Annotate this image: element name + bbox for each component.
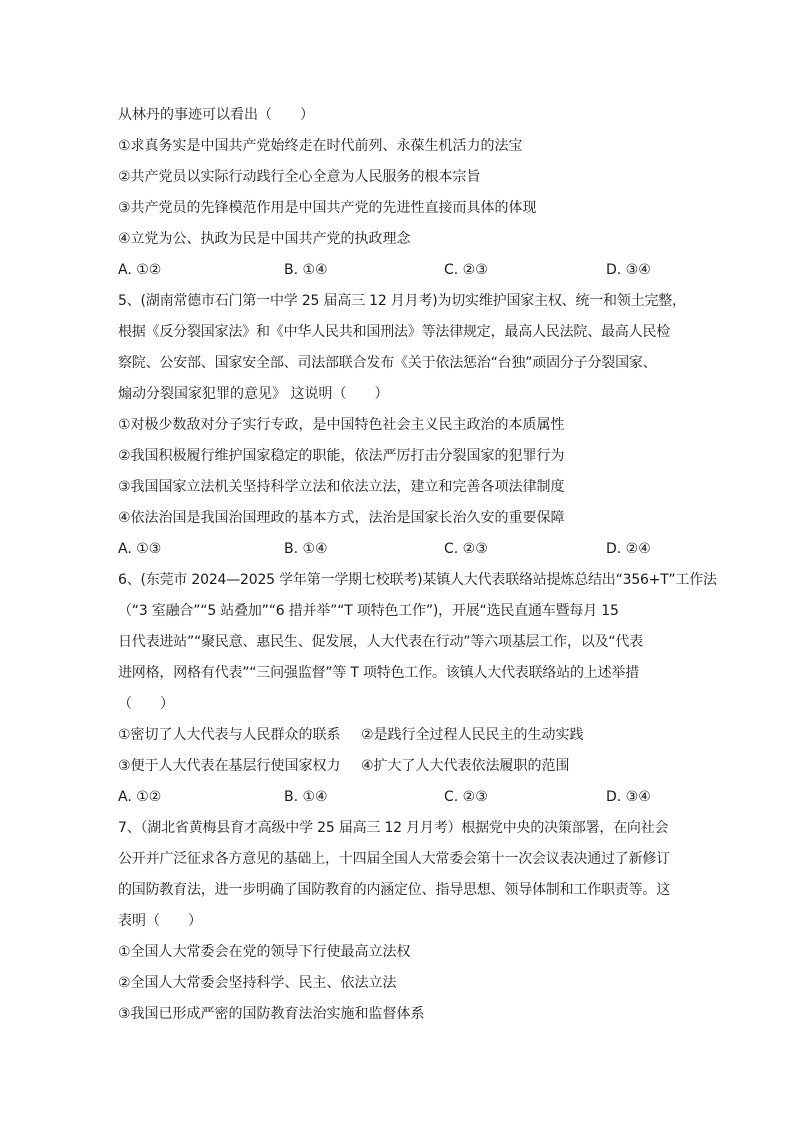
q4-option-3: ③共产党员的先锋模范作用是中国共产党的先进性直接而具体的体现 — [118, 200, 537, 216]
q4-stem: 从林丹的事迹可以看出（ ） — [118, 107, 314, 123]
q5-choice-d: D. ②④ — [606, 541, 651, 557]
q6-option-1: ①密切了人大代表与人民群众的联系 — [118, 727, 341, 743]
q7-option-2: ②全国人大常委会坚持科学、民主、依法立法 — [118, 975, 397, 991]
q5-option-2: ②我国积极履行维护国家稳定的职能，依法严厉打击分裂国家的犯罪行为 — [118, 448, 565, 464]
q4-option-2: ②共产党员以实际行动践行全心全意为人民服务的根本宗旨 — [118, 169, 481, 185]
q7-stem-line-1: 7、（湖北省黄梅县育才高级中学 25 届高三 12 月月考）根据党中央的决策部署，在向社会 — [118, 820, 669, 836]
q5-stem-line-1: 5、(湖南常德市石门第一中学 25 届高三 12 月月考)为切实维护国家主权、统一和领土完整， — [118, 293, 686, 309]
q6-option-2: ②是践行全过程人民民主的生动实践 — [361, 727, 584, 743]
q6-stem-line-3: 日代表进站”“聚民意、惠民生、促发展，人大代表在行动”等六项基层工作，以及“代表 — [118, 634, 644, 650]
q5-choice-b: B. ①④ — [284, 541, 328, 557]
q4-choices — [118, 255, 678, 286]
q4-choice-c: C. ②③ — [444, 262, 488, 278]
q7-stem-line-2: 公开并广泛征求各方意见的基础上，十四届全国人大常委会第十一次会议表决通过了新修订 — [118, 851, 670, 867]
q4-option-1: ①求真务实是中国共产党始终走在时代前列、永葆生机活力的法宝 — [118, 138, 523, 154]
q7-option-3: ③我国已形成严密的国防教育法治实施和监督体系 — [118, 1006, 425, 1022]
q6-choice-a: A. ①② — [118, 789, 162, 805]
q6-choice-c: C. ②③ — [444, 789, 488, 805]
q4-option-4: ④立党为公、执政为民是中国共产党的执政理念 — [118, 231, 411, 247]
q6-options-row-1 — [118, 720, 678, 751]
q6-stem-line-1: 6、(东莞市 2024—2025 学年第一学期七校联考)某镇人大代表联络站提炼总结出“356+T”工作法 — [118, 572, 717, 588]
q6-option-3: ③便于人大代表在基层行使国家权力 — [118, 758, 341, 774]
q5-choice-c: C. ②③ — [444, 541, 488, 557]
q5-option-1: ①对极少数敌对分子实行专政，是中国特色社会主义民主政治的本质属性 — [118, 417, 565, 433]
q7-stem-line-3: 的国防教育法，进一步明确了国防教育的内涵定位、指导思想、领导体制和工作职责等。这 — [118, 882, 670, 898]
q5-choices — [118, 534, 678, 565]
q5-option-4: ④依法治国是我国治国理政的基本方式，法治是国家长治久安的重要保障 — [118, 510, 565, 526]
q5-stem-line-3: 察院、公安部、国家安全部、司法部联合发布《关于依法惩治“台独”顽固分子分裂国家、 — [118, 355, 657, 371]
q7-option-1: ①全国人大常委会在党的领导下行使最高立法权 — [118, 944, 411, 960]
q6-stem-line-2: （“3 室融合”“5 站叠加”“6 措并举”“T 项特色工作”)，开展“选民直通车暨每月 15 — [118, 603, 619, 619]
q5-option-3: ③我国国家立法机关坚持科学立法和依法立法，建立和完善各项法律制度 — [118, 479, 565, 495]
q4-choice-a: A. ①② — [118, 262, 162, 278]
q5-stem-line-2: 根据《反分裂国家法》和《中华人民共和国刑法》等法律规定，最高人民法院、最高人民检 — [118, 324, 670, 340]
q5-stem-line-4: 煽动分裂国家犯罪的意见》 这说明（ ） — [118, 386, 389, 402]
q6-options-row-2 — [118, 751, 678, 782]
q7-stem-line-4: 表明（ ） — [118, 913, 202, 929]
q6-option-4: ④扩大了人大代表依法履职的范围 — [361, 758, 570, 774]
page-content — [118, 100, 717, 1030]
q6-choice-b: B. ①④ — [284, 789, 328, 805]
q6-choices — [118, 782, 678, 813]
q4-choice-d: D. ③④ — [606, 262, 651, 278]
q6-stem-line-4: 进网格，网格有代表”“三问强监督”等 T 项特色工作。该镇人大代表联络站的上述举措 — [118, 665, 640, 681]
q4-choice-b: B. ①④ — [284, 262, 328, 278]
q6-choice-d: D. ③④ — [606, 789, 651, 805]
q5-choice-a: A. ①③ — [118, 541, 162, 557]
q6-stem-line-5: （ ） — [118, 696, 174, 712]
